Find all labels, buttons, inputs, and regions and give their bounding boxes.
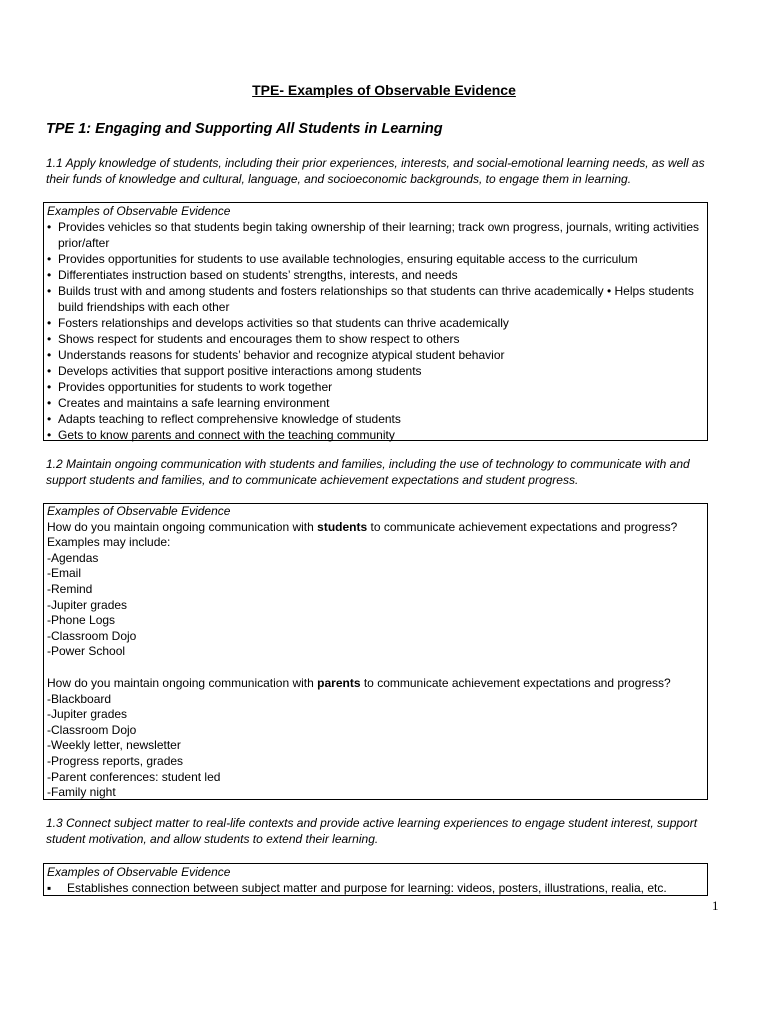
- list-item: • Develops activities that support positive interactions among students: [47, 363, 704, 379]
- evidence-list: [47, 880, 704, 896]
- list-item: ▪ Establishes connection between subject matter and purpose for learning: videos, posters, illustrations, realia, etc.: [47, 880, 704, 896]
- evidence-heading: Examples of Observable Evidence: [47, 865, 231, 879]
- list-item: - Classroom Dojo: [47, 723, 704, 739]
- list-item: • Adapts teaching to reflect comprehensive knowledge of students: [47, 411, 704, 427]
- page-title: TPE- Examples of Observable Evidence: [252, 82, 516, 98]
- list-item: - Parent conferences: student led: [47, 770, 704, 786]
- page-number: 1: [712, 898, 719, 913]
- standard-1-1: 1.1 Apply knowledge of students, including their prior experiences, interests, and social-emotional learning needs, as well as their funds of knowledge and cultural, language, and socioeconomic backgrounds, to engage them in learning.: [46, 156, 705, 186]
- student-examples-list: [47, 551, 704, 660]
- list-item: • Shows respect for students and encourages them to show respect to others: [47, 331, 704, 347]
- list-item: - Email: [47, 566, 704, 582]
- list-item: - Classroom Dojo: [47, 629, 704, 645]
- standard-1-2: 1.2 Maintain ongoing communication with students and families, including the use of technology to communicate with and support students and families, and to communicate achievement expectations and student progress.: [46, 457, 690, 487]
- list-item: - Progress reports, grades: [47, 754, 704, 770]
- list-item: • Provides opportunities for students to work together: [47, 379, 704, 395]
- list-item: • Understands reasons for students’ behavior and recognize atypical student behavior: [47, 347, 704, 363]
- parents-question: How do you maintain ongoing communication with parents to communicate achievement expectations and progress?: [47, 675, 671, 690]
- evidence-box-1-1: [43, 202, 708, 441]
- list-item: • Builds trust with and among students and fosters relationships so that students can thrive academically • Helps students build friendships with each other: [47, 283, 704, 315]
- list-item: - Family night: [47, 785, 704, 801]
- list-item: • Gets to know parents and connect with the teaching community: [47, 427, 704, 443]
- evidence-list: [47, 219, 704, 443]
- list-item: • Provides opportunities for students to use available technologies, ensuring equitable access to the curriculum: [47, 251, 704, 267]
- list-item: - Jupiter grades: [47, 707, 704, 723]
- evidence-box-1-2: [43, 503, 708, 800]
- list-item: • Provides vehicles so that students begin taking ownership of their learning; track own progress, journals, writing activities prior/after: [47, 219, 704, 251]
- list-item: • Differentiates instruction based on students’ strengths, interests, and needs: [47, 267, 704, 283]
- section-title: TPE 1: Engaging and Supporting All Students in Learning: [46, 121, 443, 137]
- list-item: - Blackboard: [47, 692, 704, 708]
- examples-label: Examples may include:: [47, 535, 171, 550]
- list-item: - Jupiter grades: [47, 598, 704, 614]
- standard-1-3: 1.3 Connect subject matter to real-life contexts and provide active learning experiences to engage student interest, support student motivation, and allow students to extend their learning.: [46, 816, 698, 846]
- list-item: - Agendas: [47, 551, 704, 567]
- evidence-box-1-3: [43, 863, 708, 896]
- list-item: - Remind: [47, 582, 704, 598]
- students-question: How do you maintain ongoing communication with students to communicate achievement expectations and progress?: [47, 519, 678, 534]
- evidence-heading: Examples of Observable Evidence: [47, 204, 231, 218]
- list-item: • Fosters relationships and develops activities so that students can thrive academically: [47, 315, 704, 331]
- list-item: - Weekly letter, newsletter: [47, 738, 704, 754]
- list-item: - Power School: [47, 644, 704, 660]
- list-item: • Creates and maintains a safe learning environment: [47, 395, 704, 411]
- list-item: - Phone Logs: [47, 613, 704, 629]
- evidence-heading: Examples of Observable Evidence: [47, 504, 231, 518]
- parent-examples-list: [47, 692, 704, 801]
